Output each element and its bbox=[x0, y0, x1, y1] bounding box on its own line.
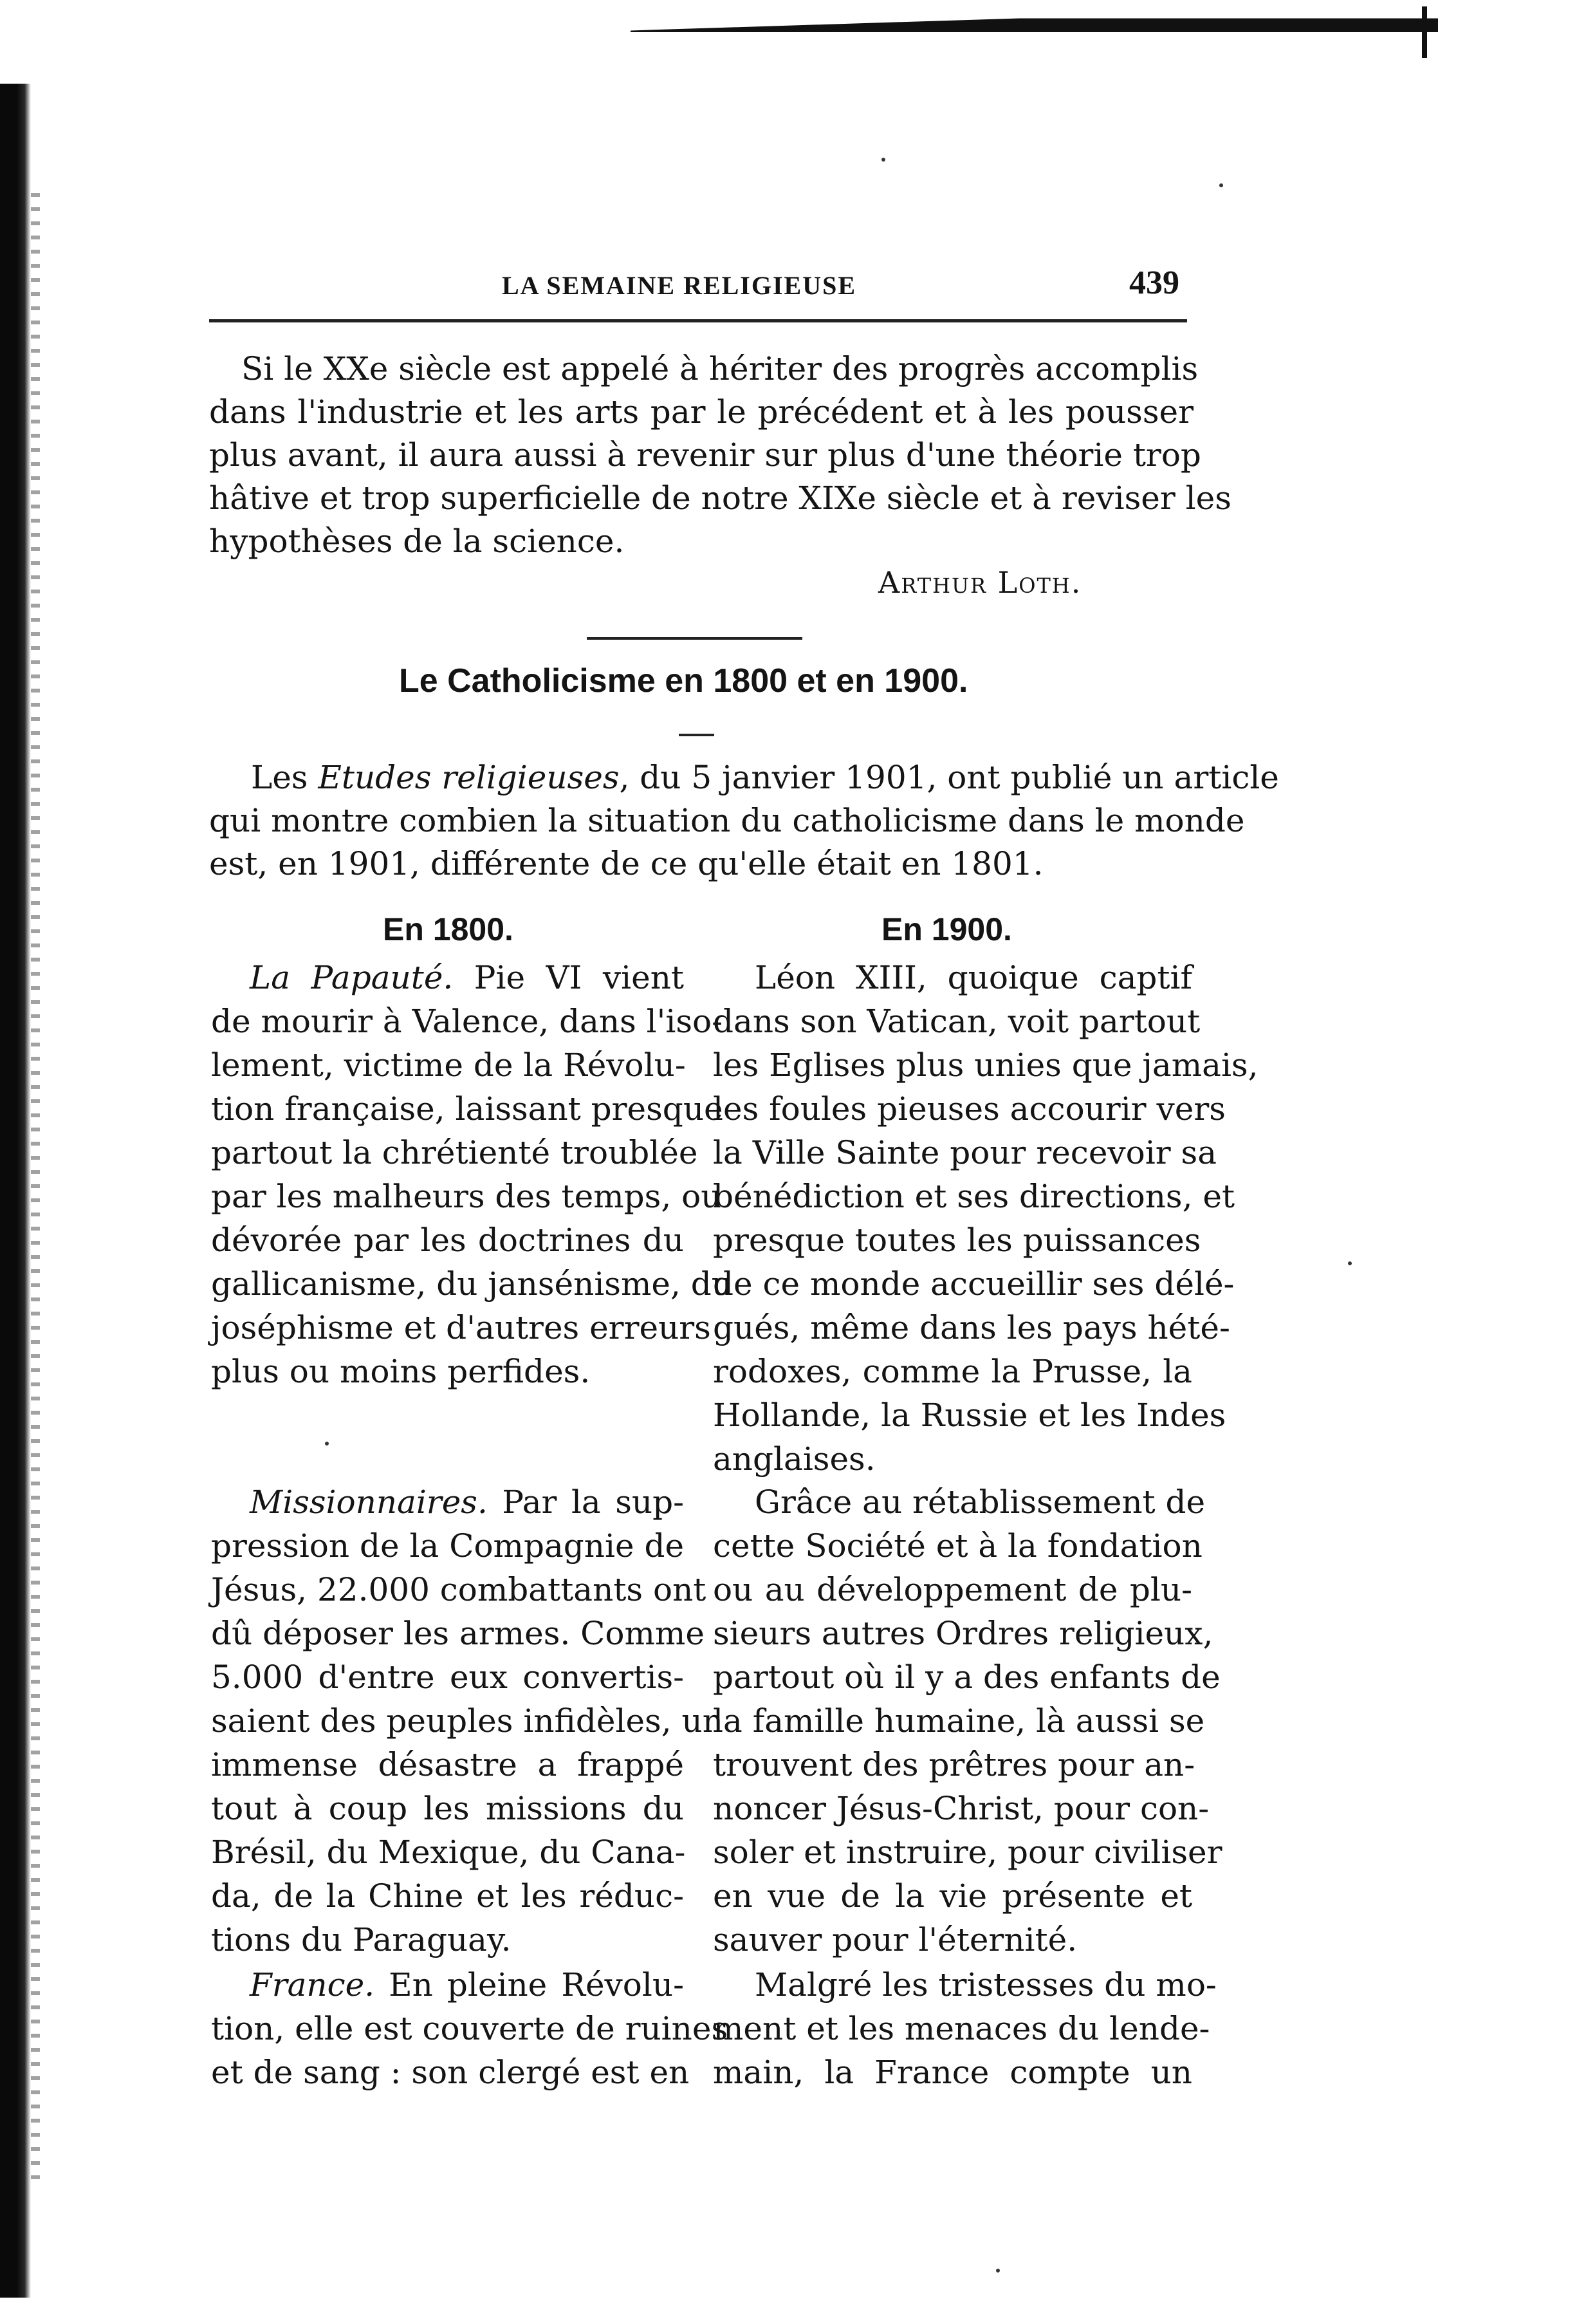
run-in-label: La Papauté. bbox=[250, 959, 454, 996]
text-line: sauver pour l'éternité. bbox=[713, 1921, 1078, 1958]
text-line: cette Société et à la fondation bbox=[713, 1527, 1203, 1565]
text-line: trouvent des prêtres pour an- bbox=[713, 1746, 1195, 1783]
text-line: 5.000 d'entre eux convertis- bbox=[211, 1659, 684, 1696]
lead-line: est, en 1901, différente de ce qu'elle était en 1801. bbox=[209, 845, 1044, 882]
leon-paragraph bbox=[713, 956, 1259, 1481]
text-line: bénédiction et ses directions, et bbox=[713, 1178, 1235, 1215]
text-line: Léon XIII, quoique captif bbox=[755, 959, 1192, 996]
text-line: rodoxes, comme la Prusse, la bbox=[713, 1353, 1192, 1390]
text-line: plus ou moins perfides. bbox=[211, 1353, 591, 1390]
column-heading-1800: En 1800. bbox=[383, 911, 513, 947]
text-line: joséphisme et d'autres erreurs bbox=[211, 1309, 711, 1346]
scan-speck bbox=[881, 158, 885, 162]
intro-paragraph bbox=[209, 348, 1231, 563]
intro-line: hypothèses de la science. bbox=[209, 523, 625, 560]
papaute-paragraph bbox=[211, 956, 732, 1393]
intro-line: hâtive et trop superficielle de notre XIXe siècle et à reviser les bbox=[209, 479, 1231, 517]
text-line: pression de la Compagnie de bbox=[211, 1527, 685, 1565]
run-in-label: Missionnaires. bbox=[250, 1483, 488, 1521]
scan-speck bbox=[1219, 183, 1223, 187]
text-line: saient des peuples infidèles, un bbox=[211, 1702, 723, 1740]
text-line: la Ville Sainte pour recevoir sa bbox=[713, 1134, 1217, 1171]
scan-speck bbox=[996, 2269, 1000, 2273]
text-line: dans son Vatican, voit partout bbox=[713, 1003, 1201, 1040]
text-line: les Eglises plus unies que jamais, bbox=[713, 1046, 1259, 1084]
grace-paragraph bbox=[713, 1480, 1222, 1962]
scan-edge-shadow bbox=[0, 84, 31, 2298]
text-line: partout la chrétienté troublée bbox=[211, 1134, 698, 1171]
text-line: partout où il y a des enfants de bbox=[713, 1659, 1221, 1696]
intro-line: plus avant, il aura aussi à revenir sur plus d'une théorie trop bbox=[209, 436, 1201, 474]
section-separator bbox=[587, 637, 802, 640]
text-line: da, de la Chine et les réduc- bbox=[211, 1877, 684, 1915]
france-paragraph bbox=[211, 1963, 728, 2094]
section-title: Le Catholicisme en 1800 et en 1900. bbox=[399, 662, 968, 700]
text-line: Grâce au rétablissement de bbox=[755, 1483, 1206, 1521]
lead-line: Les Etudes religieuses, du 5 janvier 1901, ont publié un article bbox=[251, 759, 1279, 796]
text-line: Jésus, 22.000 combattants ont bbox=[211, 1571, 706, 1608]
page-number: 439 bbox=[1129, 265, 1179, 301]
text-line: sieurs autres Ordres religieux, bbox=[713, 1615, 1213, 1652]
title-dash bbox=[679, 734, 714, 736]
text-line: anglaises. bbox=[713, 1440, 876, 1478]
text-line: dû déposer les armes. Comme bbox=[211, 1615, 705, 1652]
lead-line: qui montre combien la situation du catholicisme dans le monde bbox=[209, 802, 1245, 839]
text-line: France. En pleine Révolu- bbox=[250, 1966, 684, 2003]
journal-title: Etudes religieuses bbox=[318, 759, 620, 796]
text-line: lement, victime de la Révolu- bbox=[211, 1046, 686, 1084]
text-line: de mourir à Valence, dans l'iso- bbox=[211, 1003, 723, 1040]
text-line: et de sang : son clergé est en bbox=[211, 2054, 690, 2091]
missionnaires-paragraph bbox=[211, 1480, 723, 1962]
text-line: gallicanisme, du jansénisme, du bbox=[211, 1265, 732, 1303]
text-line: La Papauté. Pie VI vient bbox=[250, 959, 684, 996]
intro-line: Si le XXe siècle est appelé à hériter des progrès accomplis bbox=[241, 350, 1199, 387]
intro-line: dans l'industrie et les arts par le précédent et à les pousser bbox=[209, 393, 1194, 431]
text-line: Malgré les tristesses du mo- bbox=[755, 1966, 1217, 2003]
text-line: noncer Jésus-Christ, pour con- bbox=[713, 1790, 1210, 1827]
scan-edge-texture bbox=[31, 193, 40, 2188]
text-line: dévorée par les doctrines du bbox=[211, 1222, 684, 1259]
text-line: de ce monde accueillir ses délé- bbox=[713, 1265, 1235, 1303]
text-line: presque toutes les puissances bbox=[713, 1222, 1201, 1259]
text-line: Hollande, la Russie et les Indes bbox=[713, 1397, 1226, 1434]
column-heading-1900: En 1900. bbox=[881, 911, 1012, 947]
malgre-paragraph bbox=[713, 1963, 1217, 2094]
scan-top-mark bbox=[1422, 6, 1427, 58]
scan-top-streak bbox=[631, 5, 1438, 49]
scan-speck bbox=[1348, 1261, 1352, 1265]
header-rule bbox=[209, 319, 1187, 322]
scan-speck bbox=[325, 1442, 329, 1446]
lead-paragraph bbox=[209, 756, 1279, 886]
text-line: Brésil, du Mexique, du Cana- bbox=[211, 1834, 686, 1871]
text-line: tion française, laissant presque bbox=[211, 1090, 723, 1128]
author-signature: Arthur Loth. bbox=[878, 565, 1082, 600]
text-line: gués, même dans les pays hété- bbox=[713, 1309, 1230, 1346]
text-line: les foules pieuses accourir vers bbox=[713, 1090, 1226, 1128]
text-line: main, la France compte un bbox=[713, 2054, 1192, 2091]
text-line: tions du Paraguay. bbox=[211, 1921, 512, 1958]
text-line: tion, elle est couverte de ruines bbox=[211, 2010, 728, 2047]
text-line: tout à coup les missions du bbox=[211, 1790, 684, 1827]
text-line: Missionnaires. Par la sup- bbox=[250, 1483, 684, 1521]
run-in-label: France. bbox=[250, 1966, 375, 2003]
text-line: immense désastre a frappé bbox=[211, 1746, 684, 1783]
text-line: soler et instruire, pour civiliser bbox=[713, 1834, 1222, 1871]
text-line: la famille humaine, là aussi se bbox=[713, 1702, 1205, 1740]
text-line: ou au développement de plu- bbox=[713, 1571, 1192, 1608]
text-line: par les malheurs des temps, ou bbox=[211, 1178, 722, 1215]
text-line: ment et les menaces du lende- bbox=[713, 2010, 1210, 2047]
text-line: en vue de la vie présente et bbox=[713, 1877, 1192, 1915]
running-header: LA SEMAINE RELIGIEUSE bbox=[502, 271, 857, 300]
